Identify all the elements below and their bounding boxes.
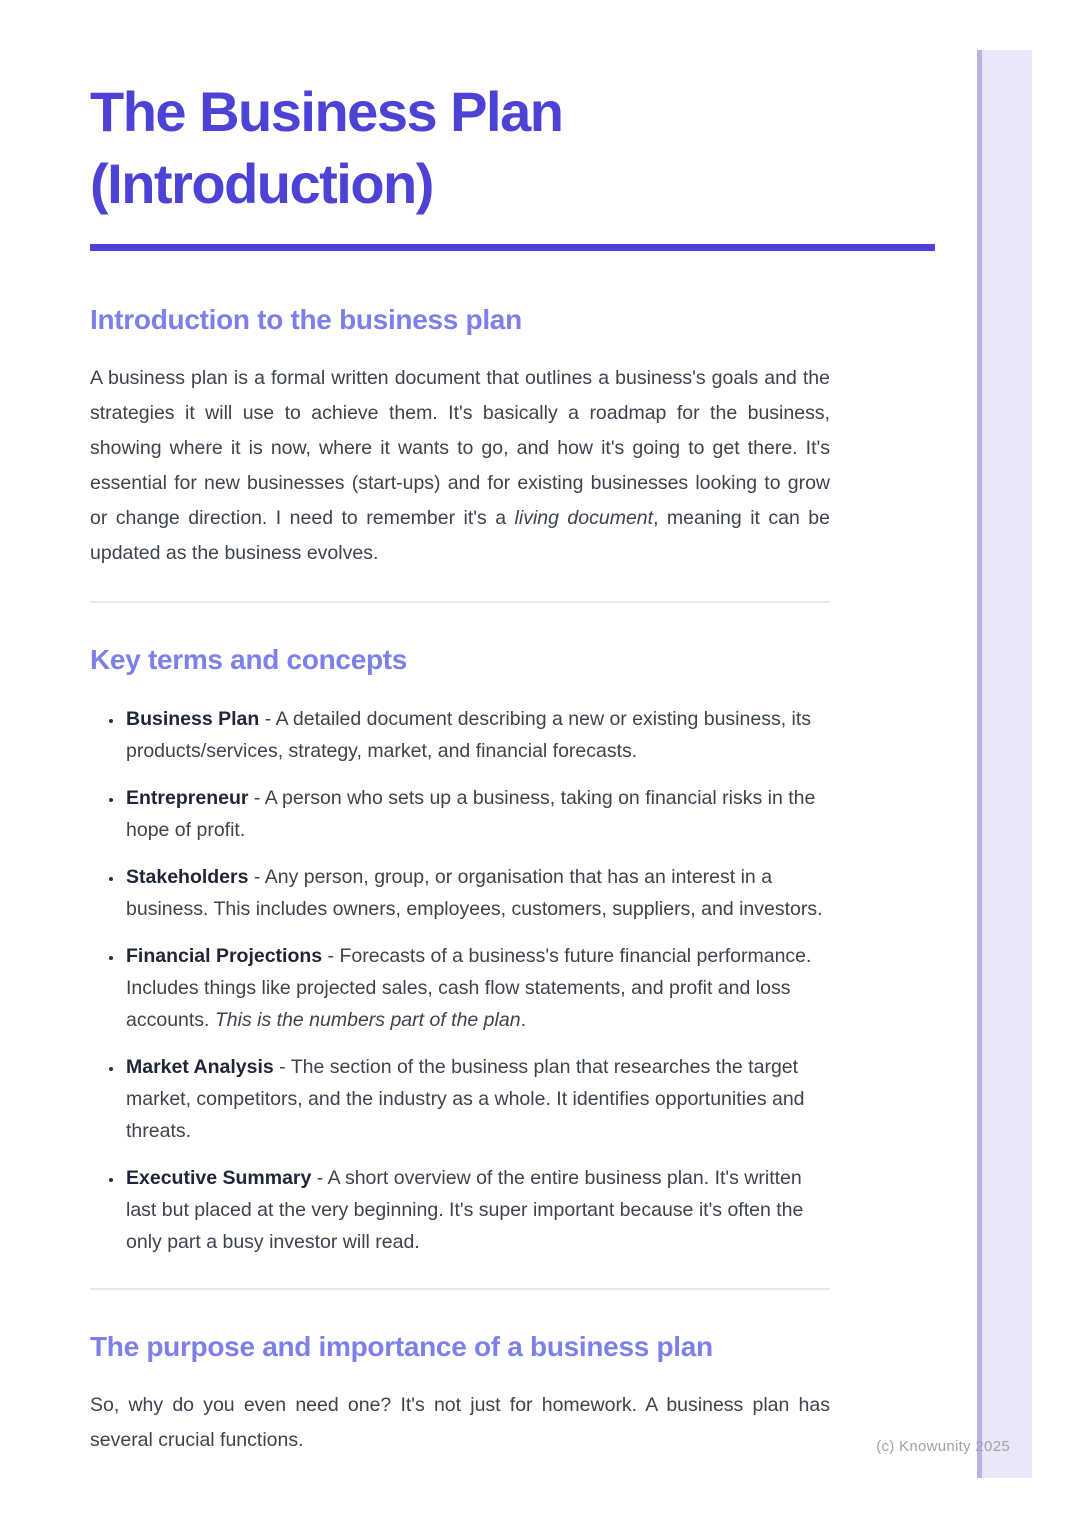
list-item	[124, 861, 830, 925]
body-text: - A person who sets up a business, taking on financial risks in the hope of profit.	[126, 787, 816, 841]
key-terms-list	[90, 703, 830, 1258]
body-text: , meaning it can be updated as the business evolves.	[90, 507, 830, 564]
section-divider	[90, 1288, 830, 1290]
list-item	[124, 782, 830, 846]
page-title	[90, 76, 830, 220]
term-label: Executive Summary	[126, 1167, 312, 1189]
body-text: - A short overview of the entire business plan. It's written last but placed at the very beginning. It's super important because it's often the only part a busy investor will read.	[126, 1167, 804, 1253]
paragraph	[90, 361, 830, 571]
body-text: - Any person, group, or organisation that has an interest in a business. This includes owners, employees, customers, suppliers, and investors.	[126, 866, 823, 920]
list-item	[124, 940, 830, 1036]
term-label: Entrepreneur	[126, 787, 249, 809]
body-text: .	[520, 1009, 526, 1031]
section	[90, 303, 830, 571]
section-heading: Key terms and concepts	[90, 644, 408, 675]
page-title-line1: The Business Plan	[90, 80, 563, 143]
term-label: Stakeholders	[126, 866, 249, 888]
term-label: Financial Projections	[126, 945, 323, 967]
body-text: - The section of the business plan that researches the target market, competitors, and the industry as a whole. It identifies opportunities and threats.	[126, 1056, 805, 1142]
watermark: (c) Knowunity 2025	[876, 1438, 1010, 1455]
term-label: Business Plan	[126, 708, 260, 730]
sections-container	[90, 303, 830, 1458]
list-item	[124, 1162, 830, 1258]
section-heading: Introduction to the business plan	[90, 304, 522, 335]
italic-text: living document	[514, 507, 654, 529]
italic-text: This is the numbers part of the plan	[214, 1009, 521, 1031]
paragraph	[90, 1388, 830, 1458]
list-item	[124, 1051, 830, 1147]
body-text: A business plan is a formal written document that outlines a business's goals and the strategies it will use to achieve them. It's basically a roadmap for the business, showing where it is now, where it wants to go, and how it's going to get there. It's essential for new businesses (start-ups) and for existing businesses looking to grow or change direction. I need to remember it's a	[90, 367, 830, 529]
section-heading: The purpose and importance of a business plan	[90, 1331, 713, 1362]
term-label: Market Analysis	[126, 1056, 274, 1078]
section-divider	[90, 601, 830, 603]
section	[90, 1330, 830, 1458]
title-underline	[90, 244, 935, 251]
body-text: - Forecasts of a business's future financial performance. Includes things like projected sales, cash flow statements, and profit and loss accounts.	[126, 945, 812, 1031]
document-content	[90, 0, 830, 1458]
body-text: So, why do you even need one? It's not just for homework. A business plan has several crucial functions.	[90, 1394, 830, 1451]
page-title-line2: (Introduction)	[90, 152, 433, 215]
body-text: - A detailed document describing a new or existing business, its products/services, strategy, market, and financial forecasts.	[126, 708, 812, 762]
section	[90, 643, 830, 1258]
list-item	[124, 703, 830, 767]
page-edge-strip	[977, 50, 1032, 1478]
